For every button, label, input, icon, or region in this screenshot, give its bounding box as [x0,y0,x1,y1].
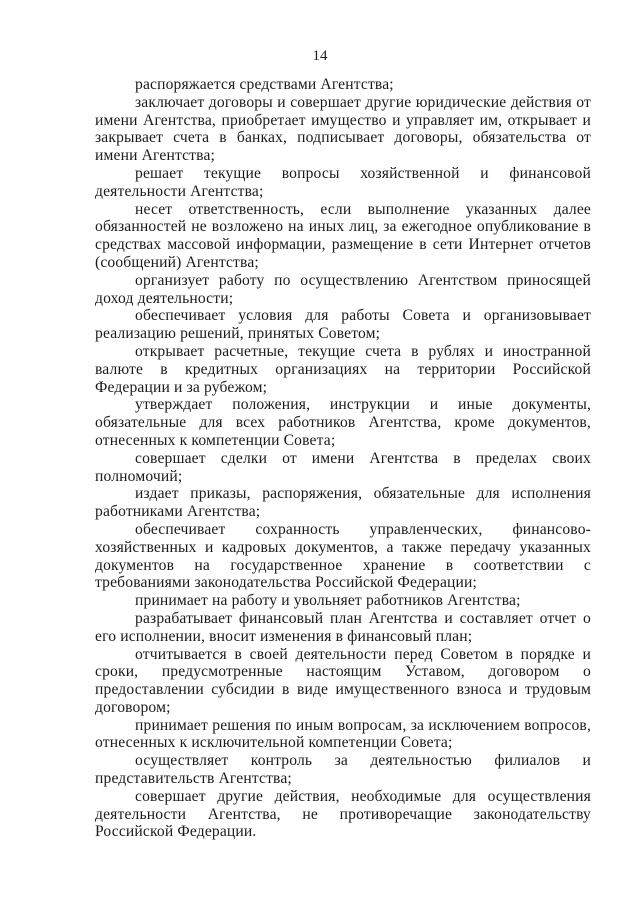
list-item: организует работу по осуществлению Агентством приносящей доход деятельности; [95,271,591,307]
list-item: решает текущие вопросы хозяйственной и финансовой деятельности Агентства; [95,164,591,200]
page-number: 14 [312,48,328,64]
list-item: открывает расчетные, текущие счета в рублях и иностранной валюте в кредитных организациях на территории Российской Федерации и за рубежом; [95,342,591,396]
document-body [95,76,591,841]
list-item: распоряжается средствами Агентства; [135,76,394,93]
list-item: совершает другие действия, необходимые для осуществления деятельности Агентства, не противоречащие законодательству Российской Федерации. [95,787,591,841]
list-item: издает приказы, распоряжения, обязательные для исполнения работниками Агентства; [95,485,591,521]
list-item: совершает сделки от имени Агентства в пределах своих полномочий; [95,449,591,485]
list-item: отчитывается в своей деятельности перед Советом в порядке и сроки, предусмотренные настоящим Уставом, договором о предоставлении субсидии в виде имущественного взноса и трудовым договором; [95,645,591,716]
list-item: обеспечивает условия для работы Совета и организовывает реализацию решений, принятых Советом; [95,307,591,343]
list-item: разрабатывает финансовый план Агентства и составляет отчет о его исполнении, вносит изменения в финансовый план; [95,609,591,645]
list-item: принимает решения по иным вопросам, за исключением вопросов, отнесенных к исключительной компетенции Совета; [95,716,591,752]
list-item: принимает на работу и увольняет работников Агентства; [135,592,521,610]
list-item: осуществляет контроль за деятельностью филиалов и представительств Агентства; [95,752,591,788]
list-item: утверждает положения, инструкции и иные документы, обязательные для всех работников Агентства, кроме документов, отнесенных к компетенции Совета; [95,396,591,449]
list-item: заключает договоры и совершает другие юридические действия от имени Агентства, приобретает имущество и управляет им, открывает и закрывает счета в банках, подписывает договоры, обязательства от имени Агентства; [95,93,591,165]
list-item: несет ответственность, если выполнение указанных далее обязанностей не возложено на иных лиц, за ежегодное опубликование в средствах массовой информации, размещение в сети Интернет отчетов (сообщений) Агентства; [95,200,591,271]
list-item: обеспечивает сохранность управленческих, финансово-хозяйственных и кадровых документов, а также передачу указанных документов на государственное хранение в соответствии с требованиями законодательства Российской Федерации; [95,520,591,592]
